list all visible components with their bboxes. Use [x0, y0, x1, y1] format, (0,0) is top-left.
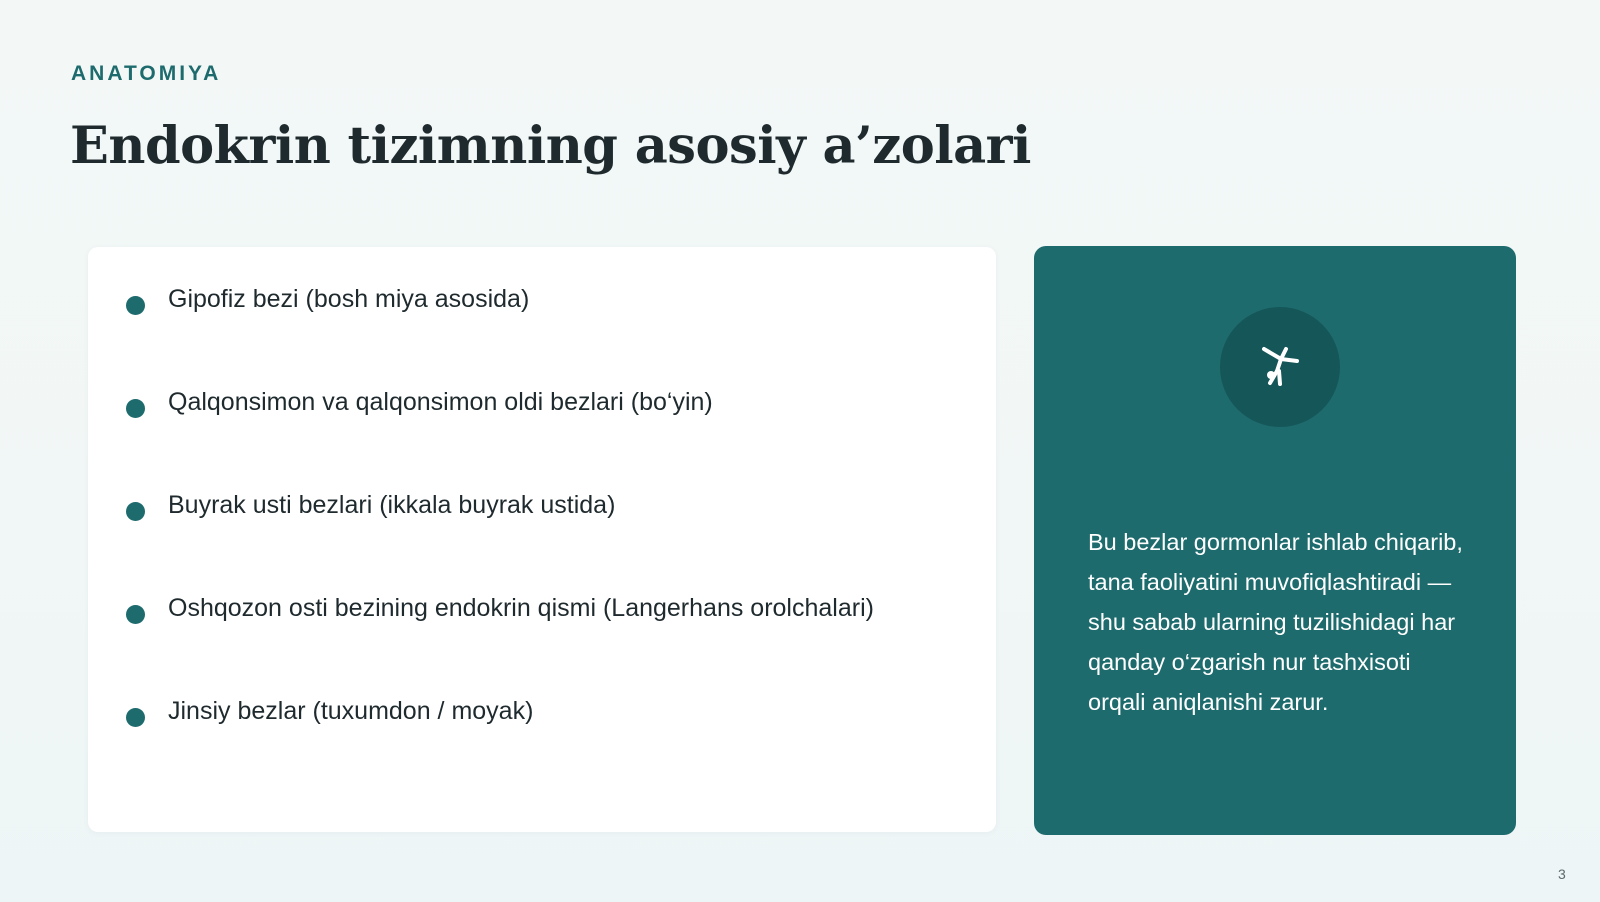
list-item-label: Oshqozon osti bezining endokrin qismi (Langerhans orolchalari) — [168, 594, 874, 622]
slide-kicker: ANATOMIYA — [71, 62, 222, 85]
list-item-label: Jinsiy bezlar (tuxumdon / moyak) — [168, 697, 534, 725]
list-item-label: Buyrak usti bezlari (ikkala buyrak ustida) — [168, 491, 616, 519]
slide-title: Endokrin tizimning asosiy a’zolari — [70, 116, 1031, 176]
page-number: 3 — [1558, 866, 1566, 882]
list-item — [88, 385, 996, 425]
organ-list-card — [88, 247, 996, 832]
list-item-label: Gipofiz bezi (bosh miya asosida) — [168, 285, 530, 313]
bullet-icon — [126, 502, 145, 521]
bullet-icon — [126, 296, 145, 315]
list-item — [88, 591, 996, 631]
list-item — [88, 488, 996, 528]
bullet-icon — [126, 605, 145, 624]
info-description: Bu bezlar gormonlar ishlab chiqarib, tana faoliyatini muvofiqlashtiradi — shu sabab ularning tuzilishidagi har qanday o‘zgarish nur tashxisoti orqali aniqlanishi zarur. — [1088, 529, 1463, 715]
bullet-icon — [126, 399, 145, 418]
gymnast-icon — [1250, 337, 1310, 397]
bullet-icon — [126, 708, 145, 727]
list-item-label: Qalqonsimon va qalqonsimon oldi bezlari (bo‘yin) — [168, 388, 713, 416]
icon-badge — [1220, 307, 1340, 427]
list-item — [88, 694, 996, 734]
list-item — [88, 282, 996, 322]
info-card — [1034, 246, 1516, 835]
